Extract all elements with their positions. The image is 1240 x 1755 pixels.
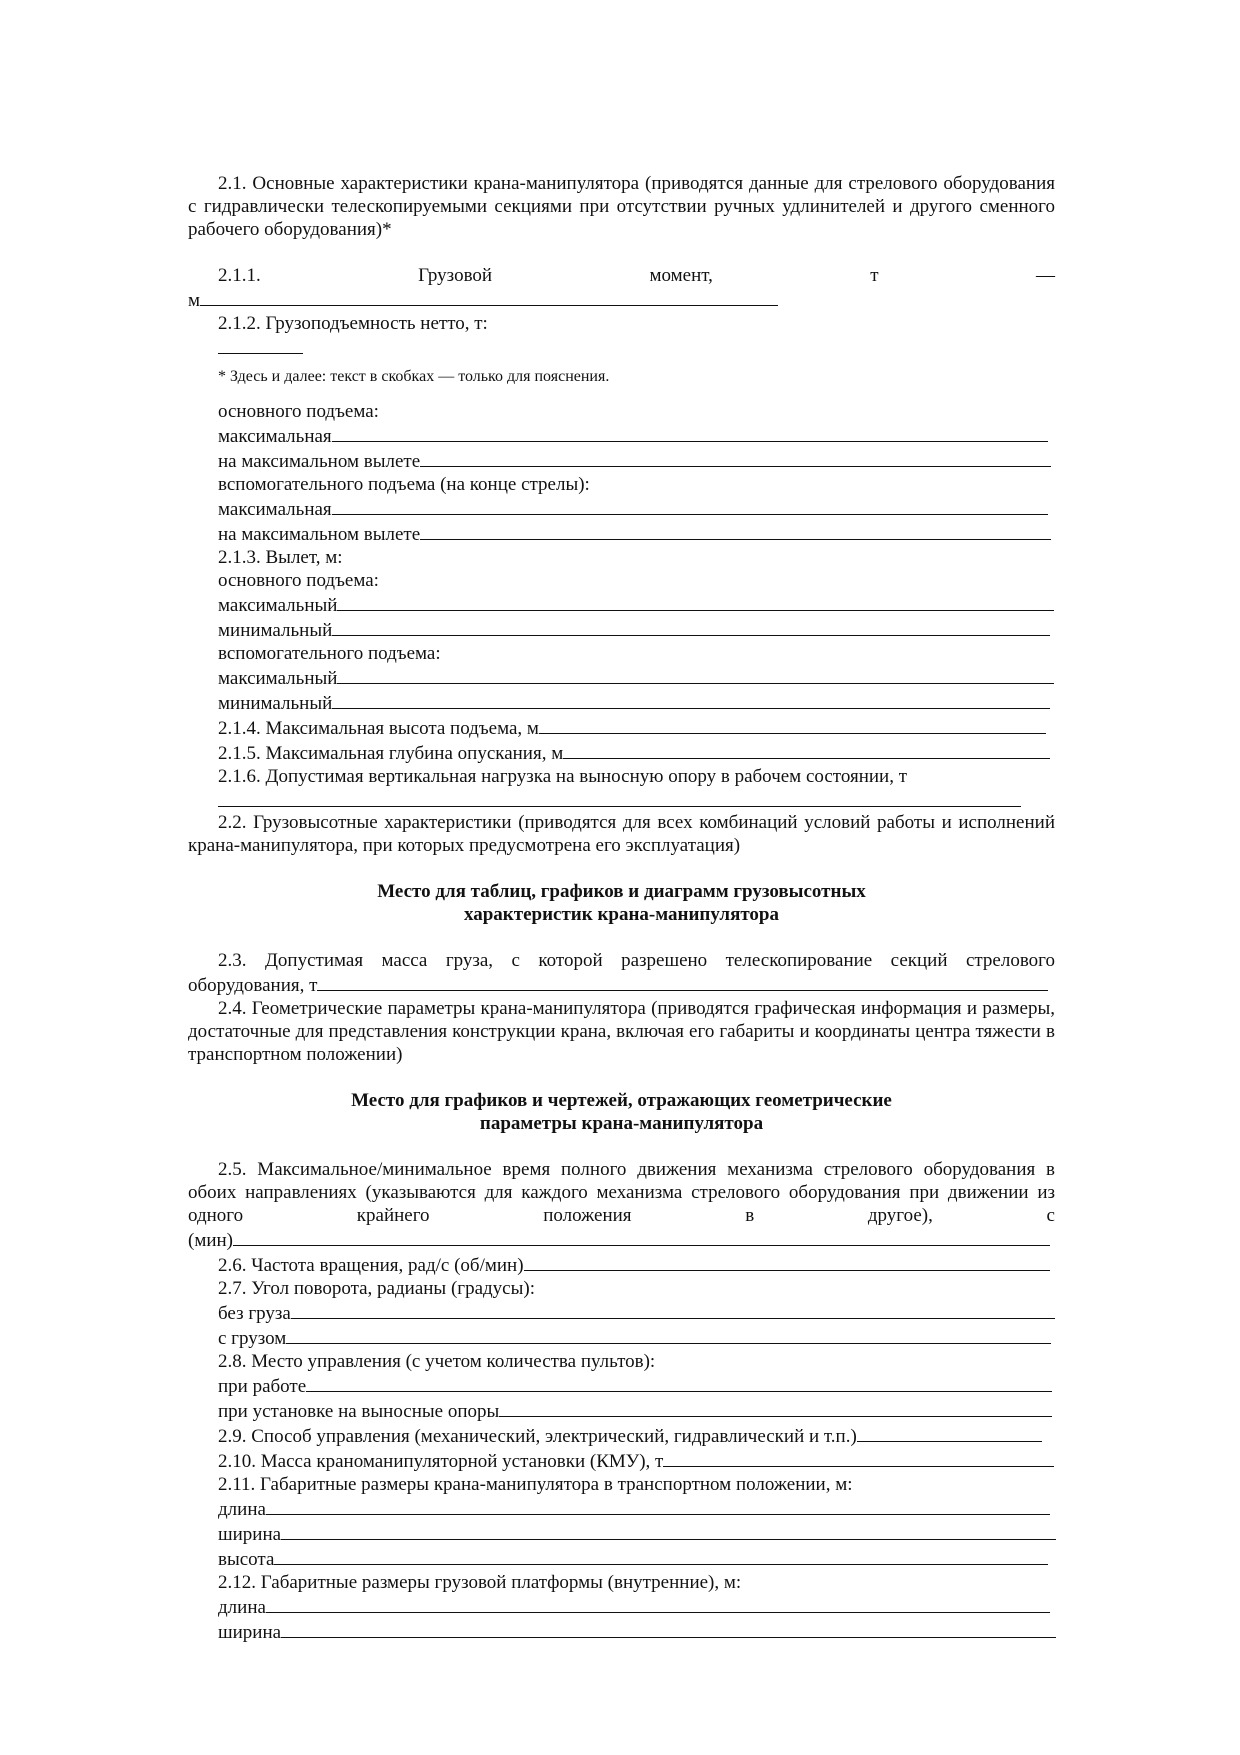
s211-unit: т <box>870 265 879 286</box>
section-2-1-1-line <box>188 264 1055 287</box>
field-label: без груза <box>218 1303 291 1324</box>
rotation-with-load-field[interactable] <box>188 1325 1051 1350</box>
platform-length-field[interactable] <box>188 1594 1050 1619</box>
placeholder-heading-1-line-2: характеристик крана-манипулятора <box>463 904 779 925</box>
section-2-2: 2.2. Грузовысотные характеристики (приводятся для всех комбинаций условий работы и исполнений крана-манипулятора, при которых предусмотрена его эксплуатация) <box>188 812 1055 856</box>
field-label: 2.1.4. Максимальная высота подъема, м <box>218 718 539 739</box>
s211-dash: — <box>1036 265 1055 286</box>
transport-height-field[interactable] <box>188 1546 1048 1571</box>
control-outriggers-field[interactable] <box>188 1398 1052 1423</box>
max-lift-height-field[interactable] <box>188 715 1046 740</box>
section-2-8: 2.8. Место управления (с учетом количества пультов): <box>218 1351 656 1372</box>
field-label: высота <box>218 1549 275 1570</box>
field-label: на максимальном вылете <box>218 524 421 545</box>
load-moment-unit: м <box>188 290 201 311</box>
section-2-7: 2.7. Угол поворота, радианы (градусы): <box>218 1278 535 1299</box>
control-method-field[interactable] <box>188 1423 1042 1448</box>
reach-aux-lift-label: вспомогательного подъема: <box>218 643 441 664</box>
field-label: 2.10. Масса краноманипуляторной установки (КМУ), т <box>218 1451 664 1472</box>
field-label: максимальная <box>218 426 332 447</box>
field-label: длина <box>218 1597 266 1618</box>
transport-length-field[interactable] <box>188 1496 1050 1521</box>
field-label: ширина <box>218 1524 282 1545</box>
field-label: максимальная <box>218 499 332 520</box>
section-2-12: 2.12. Габаритные размеры грузовой платформы (внутренние), м: <box>218 1572 742 1593</box>
section-2-4: 2.4. Геометрические параметры крана-манипулятора (приводятся графическая информация и размеры, достаточные для представления конструкции крана, включая его габариты и координаты центра тяжести в транспортном положении) <box>188 998 1055 1065</box>
field-label: максимальный <box>218 595 338 616</box>
s211-word1: Грузовой <box>418 265 493 286</box>
field-label: 2.6. Частота вращения, рад/с (об/мин) <box>218 1255 524 1276</box>
main-capacity-at-max-reach-field[interactable] <box>188 448 1051 473</box>
placeholder-heading-2-line-1: Место для графиков и чертежей, отражающих геометрические <box>351 1090 892 1111</box>
field-label: с грузом <box>218 1328 287 1349</box>
field-label: ширина <box>218 1622 282 1643</box>
main-max-capacity-field[interactable] <box>188 423 1048 448</box>
rotation-frequency-field[interactable] <box>188 1252 1050 1277</box>
field-label: (мин) <box>188 1230 234 1251</box>
s211-word2: момент, <box>649 265 713 286</box>
kmu-mass-field[interactable] <box>188 1448 1054 1473</box>
aux-max-capacity-field[interactable] <box>188 496 1048 521</box>
reach-main-lift-label: основного подъема: <box>218 570 379 591</box>
section-2-1-6: 2.1.6. Допустимая вертикальная нагрузка на выносную опору в рабочем состоянии, т <box>218 766 908 787</box>
footnote: * Здесь и далее: текст в скобках — только для пояснения. <box>218 368 610 385</box>
section-2-5: 2.5. Максимальное/минимальное время полного движения механизма стрелового оборудования в обоих направлениях (указываются для каждого механизма стрелового оборудования при движении из одного крайнего положения в другое), с <box>188 1159 1055 1226</box>
movement-time-field[interactable] <box>188 1227 1050 1252</box>
field-label: при установке на выносные опоры <box>218 1401 500 1422</box>
placeholder-heading-1-line-1: Место для таблиц, графиков и диаграмм грузовысотных <box>377 881 866 902</box>
main-lift-label: основного подъема: <box>218 401 379 422</box>
section-2-11: 2.11. Габаритные размеры крана-манипулятора в транспортном положении, м: <box>218 1474 853 1495</box>
field-label: минимальный <box>218 693 333 714</box>
net-capacity-field[interactable] <box>188 335 1055 360</box>
section-2-1-2: 2.1.2. Грузоподъемность нетто, т: <box>218 313 488 334</box>
field-label: на максимальном вылете <box>218 451 421 472</box>
document-page <box>188 172 1055 1644</box>
field-label: при работе <box>218 1376 307 1397</box>
field-label: максимальный <box>218 668 338 689</box>
aux-lift-label: вспомогательного подъема (на конце стрелы): <box>218 474 590 495</box>
max-lowering-depth-field[interactable] <box>188 740 1050 765</box>
outrigger-load-field[interactable] <box>218 788 1021 807</box>
aux-capacity-at-max-reach-field[interactable] <box>188 521 1051 546</box>
load-moment-field[interactable] <box>188 287 778 312</box>
telescoping-mass-field[interactable] <box>188 972 1048 997</box>
section-2-1-3: 2.1.3. Вылет, м: <box>218 547 343 568</box>
field-label: минимальный <box>218 620 333 641</box>
section-2-3: 2.3. Допустимая масса груза, с которой разрешено телескопирование секций стрелового <box>218 950 1055 971</box>
rotation-no-load-field[interactable] <box>188 1300 1055 1325</box>
transport-width-field[interactable] <box>188 1521 1056 1546</box>
platform-width-field[interactable] <box>188 1619 1056 1644</box>
reach-aux-min-field[interactable] <box>188 690 1050 715</box>
field-label: 2.1.5. Максимальная глубина опускания, м <box>218 743 564 764</box>
control-at-work-field[interactable] <box>188 1373 1052 1398</box>
field-label: оборудования, т <box>188 975 318 996</box>
reach-main-max-field[interactable] <box>188 592 1054 617</box>
placeholder-heading-2-line-2: параметры крана-манипулятора <box>479 1113 764 1134</box>
section-2-1: 2.1. Основные характеристики крана-манипулятора (приводятся данные для стрелового оборудования с гидравлически телескопируемыми секциями при отсутствии ручных удлинителей и другого сменного рабочего оборудования)* <box>188 173 1055 240</box>
reach-main-min-field[interactable] <box>188 617 1050 642</box>
field-label: 2.9. Способ управления (механический, электрический, гидравлический и т.п.) <box>218 1426 857 1447</box>
field-label: длина <box>218 1499 266 1520</box>
reach-aux-max-field[interactable] <box>188 665 1054 690</box>
s211-num: 2.1.1. <box>218 265 261 286</box>
